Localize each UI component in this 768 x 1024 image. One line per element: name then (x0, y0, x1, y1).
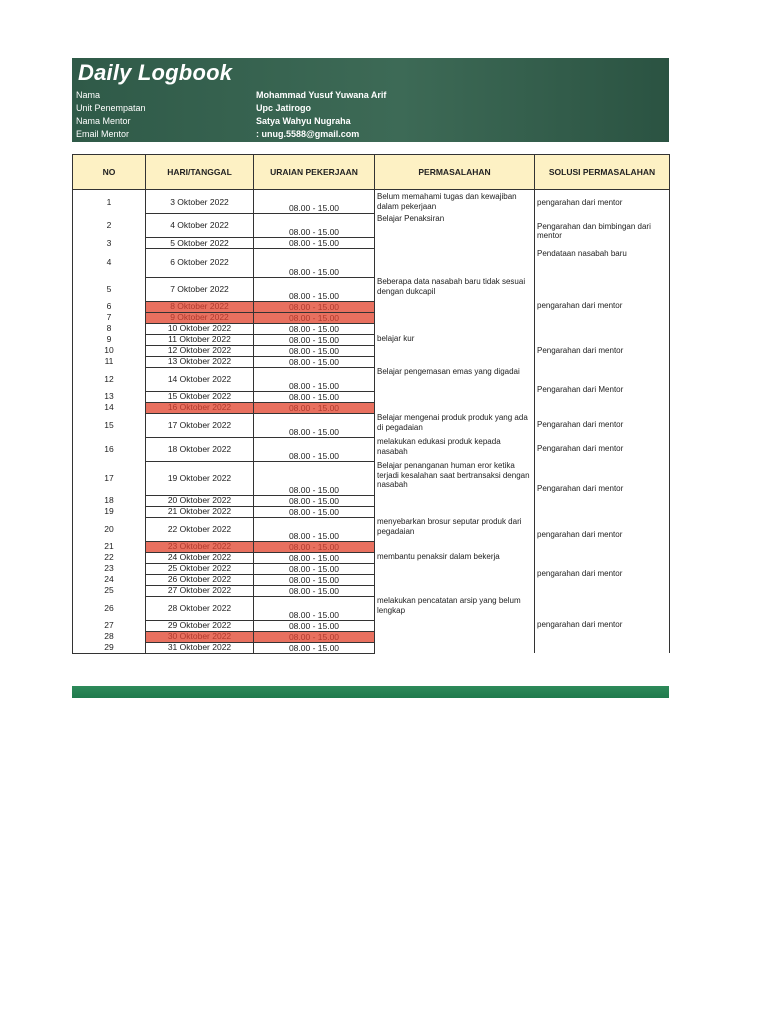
cell-solution: Pengarahan dari mentor (535, 437, 670, 461)
cell-no: 19 (73, 506, 146, 517)
cell-date: 12 Oktober 2022 (146, 345, 254, 356)
cell-solution: Pengarahan dari mentor (535, 334, 670, 367)
cell-date: 30 Oktober 2022 (146, 631, 254, 642)
cell-work-time: 08.00 - 15.00 (254, 312, 375, 323)
cell-solution: Pengarahan dari Mentor (535, 367, 670, 413)
cell-no: 21 (73, 541, 146, 552)
cell-problem: Belajar pengemasan emas yang digadai (375, 367, 535, 413)
cell-no: 20 (73, 517, 146, 541)
cell-no: 12 (73, 367, 146, 391)
table-row (73, 596, 670, 620)
cell-date: 27 Oktober 2022 (146, 585, 254, 596)
cell-no: 16 (73, 437, 146, 461)
cell-problem: Belum memahami tugas dan kewajiban dalam pekerjaan (375, 190, 535, 214)
cell-work-time: 08.00 - 15.00 (254, 620, 375, 631)
col-header-work: URAIAN PEKERJAAN (254, 155, 375, 190)
cell-date: 10 Oktober 2022 (146, 323, 254, 334)
cell-problem: melakukan pencatatan arsip yang belum lengkap (375, 596, 535, 653)
cell-solution: pengarahan dari mentor (535, 277, 670, 334)
cell-solution: Pengarahan dari mentor (535, 413, 670, 437)
cell-work-time: 08.00 - 15.00 (254, 356, 375, 367)
cell-date: 17 Oktober 2022 (146, 413, 254, 437)
cell-work-time: 08.00 - 15.00 (254, 249, 375, 278)
cell-work-time: 08.00 - 15.00 (254, 596, 375, 620)
cell-no: 3 (73, 238, 146, 249)
cell-date: 19 Oktober 2022 (146, 461, 254, 495)
cell-date: 24 Oktober 2022 (146, 552, 254, 563)
cell-work-time: 08.00 - 15.00 (254, 345, 375, 356)
logbook-table (72, 154, 670, 654)
cell-work-time: 08.00 - 15.00 (254, 334, 375, 345)
col-header-date: HARI/TANGGAL (146, 155, 254, 190)
cell-work-time: 08.00 - 15.00 (254, 214, 375, 238)
cell-work-time: 08.00 - 15.00 (254, 413, 375, 437)
cell-solution: pengarahan dari mentor (535, 596, 670, 653)
cell-no: 4 (73, 249, 146, 278)
cell-solution: pengarahan dari mentor (535, 190, 670, 214)
field-label-email: Email Mentor (76, 129, 130, 139)
cell-date: 4 Oktober 2022 (146, 214, 254, 238)
cell-work-time: 08.00 - 15.00 (254, 402, 375, 413)
cell-no: 22 (73, 552, 146, 563)
table-row (73, 367, 670, 391)
cell-work-time: 08.00 - 15.00 (254, 301, 375, 312)
cell-no: 15 (73, 413, 146, 437)
field-label-unit: Unit Penempatan (76, 103, 146, 113)
cell-no: 17 (73, 461, 146, 495)
table-row (73, 214, 670, 238)
cell-solution: Pengarahan dari mentor (535, 461, 670, 517)
cell-no: 18 (73, 495, 146, 506)
cell-work-time: 08.00 - 15.00 (254, 495, 375, 506)
table-row (73, 517, 670, 541)
cell-work-time: 08.00 - 15.00 (254, 238, 375, 249)
cell-work-time: 08.00 - 15.00 (254, 506, 375, 517)
cell-problem: Belajar mengenai produk produk yang ada di pegadaian (375, 413, 535, 437)
cell-date: 21 Oktober 2022 (146, 506, 254, 517)
cell-date: 25 Oktober 2022 (146, 563, 254, 574)
cell-date: 29 Oktober 2022 (146, 620, 254, 631)
cell-date: 15 Oktober 2022 (146, 391, 254, 402)
cell-work-time: 08.00 - 15.00 (254, 437, 375, 461)
cell-problem: membantu penaksir dalam bekerja (375, 552, 535, 596)
cell-no: 7 (73, 312, 146, 323)
field-value-nama: Mohammad Yusuf Yuwana Arif (256, 90, 387, 100)
cell-work-time: 08.00 - 15.00 (254, 190, 375, 214)
cell-date: 31 Oktober 2022 (146, 642, 254, 653)
table-row (73, 461, 670, 495)
cell-problem: Belajar penanganan human eror ketika terjadi kesalahan saat bertransaksi dengan nasabah (375, 461, 535, 517)
cell-problem: Belajar Penaksiran (375, 214, 535, 278)
cell-solution: pengarahan dari mentor (535, 552, 670, 596)
cell-date: 6 Oktober 2022 (146, 249, 254, 278)
table-row (73, 552, 670, 563)
cell-date: 28 Oktober 2022 (146, 596, 254, 620)
cell-problem: Pendataan nasabah baru (535, 249, 670, 278)
field-value-mentor: Satya Wahyu Nugraha (256, 116, 351, 126)
cell-date: 16 Oktober 2022 (146, 402, 254, 413)
cell-no: 2 (73, 214, 146, 238)
cell-problem: Beberapa data nasabah baru tidak sesuai dengan dukcapil (375, 277, 535, 334)
cell-work-time: 08.00 - 15.00 (254, 585, 375, 596)
cell-work-time: 08.00 - 15.00 (254, 323, 375, 334)
cell-date: 23 Oktober 2022 (146, 541, 254, 552)
cell-solution: pengarahan dari mentor (535, 517, 670, 552)
logbook-header (72, 58, 669, 142)
cell-date: 26 Oktober 2022 (146, 574, 254, 585)
cell-no: 11 (73, 356, 146, 367)
cell-no: 5 (73, 277, 146, 301)
field-label-mentor: Nama Mentor (76, 116, 131, 126)
logbook-sheet (72, 58, 669, 653)
cell-date: 7 Oktober 2022 (146, 277, 254, 301)
col-header-problem: PERMASALAHAN (375, 155, 535, 190)
cell-work-time: 08.00 - 15.00 (254, 631, 375, 642)
cell-work-time: 08.00 - 15.00 (254, 541, 375, 552)
cell-no: 27 (73, 620, 146, 631)
table-header-row (73, 155, 670, 190)
cell-problem: belajar kur (375, 334, 535, 367)
cell-no: 1 (73, 190, 146, 214)
cell-no: 26 (73, 596, 146, 620)
cell-work-time: 08.00 - 15.00 (254, 563, 375, 574)
cell-no: 23 (73, 563, 146, 574)
col-header-solution: SOLUSI PERMASALAHAN (535, 155, 670, 190)
cell-no: 25 (73, 585, 146, 596)
cell-date: 5 Oktober 2022 (146, 238, 254, 249)
cell-no: 29 (73, 642, 146, 653)
cell-problem: melakukan edukasi produk kepada nasabah (375, 437, 535, 461)
cell-no: 10 (73, 345, 146, 356)
table-row (73, 277, 670, 301)
page-title: Daily Logbook (78, 60, 233, 85)
cell-problem: menyebarkan brosur seputar produk dari pegadaian (375, 517, 535, 552)
cell-work-time: 08.00 - 15.00 (254, 642, 375, 653)
field-value-email: : unug.5588@gmail.com (256, 129, 360, 139)
cell-work-time: 08.00 - 15.00 (254, 277, 375, 301)
cell-no: 6 (73, 301, 146, 312)
col-header-no: NO (73, 155, 146, 190)
cell-work-time: 08.00 - 15.00 (254, 517, 375, 541)
cell-date: 18 Oktober 2022 (146, 437, 254, 461)
table-row (73, 437, 670, 461)
cell-work-time: 08.00 - 15.00 (254, 574, 375, 585)
cell-no: 28 (73, 631, 146, 642)
cell-no: 13 (73, 391, 146, 402)
cell-date: 20 Oktober 2022 (146, 495, 254, 506)
cell-date: 8 Oktober 2022 (146, 301, 254, 312)
table-row (73, 190, 670, 214)
cell-date: 13 Oktober 2022 (146, 356, 254, 367)
table-row (73, 413, 670, 437)
footer-bar (72, 686, 669, 698)
cell-date: 22 Oktober 2022 (146, 517, 254, 541)
cell-no: 8 (73, 323, 146, 334)
field-value-unit: Upc Jatirogo (256, 103, 312, 113)
table-row (73, 249, 670, 278)
field-label-nama: Nama (76, 90, 101, 100)
cell-work-time: 08.00 - 15.00 (254, 367, 375, 391)
cell-no: 24 (73, 574, 146, 585)
cell-date: 11 Oktober 2022 (146, 334, 254, 345)
cell-work-time: 08.00 - 15.00 (254, 552, 375, 563)
table-row (73, 334, 670, 345)
cell-no: 9 (73, 334, 146, 345)
cell-work-time: 08.00 - 15.00 (254, 391, 375, 402)
cell-work-time: 08.00 - 15.00 (254, 461, 375, 495)
cell-solution: Pengarahan dan bimbingan dari mentor (535, 214, 670, 249)
cell-date: 3 Oktober 2022 (146, 190, 254, 214)
cell-date: 9 Oktober 2022 (146, 312, 254, 323)
cell-no: 14 (73, 402, 146, 413)
cell-date: 14 Oktober 2022 (146, 367, 254, 391)
